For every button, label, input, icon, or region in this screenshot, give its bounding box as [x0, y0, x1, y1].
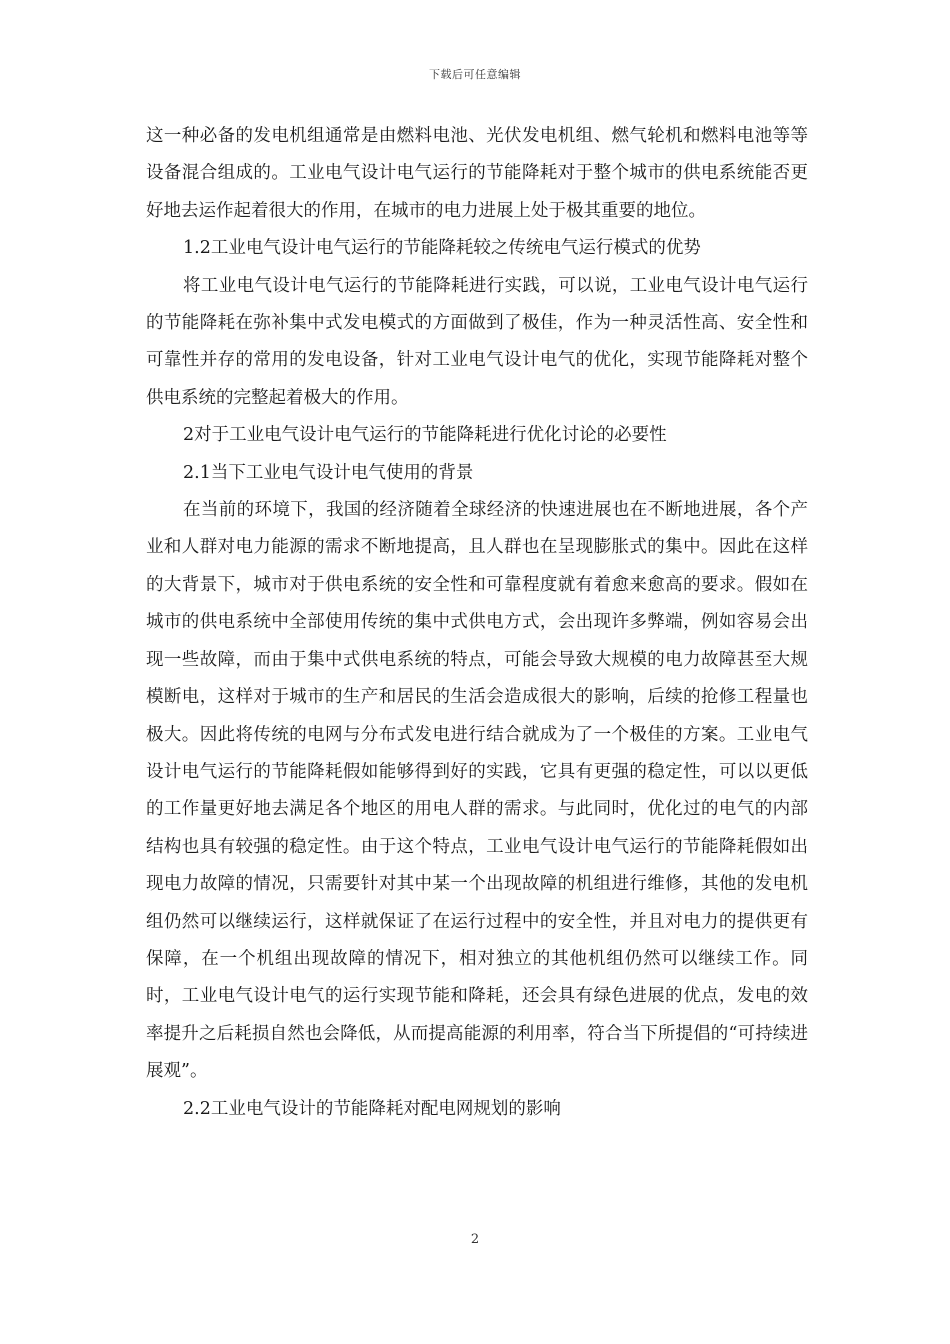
paragraph-intro-continuation: 这一种必备的发电机组通常是由燃料电池、光伏发电机组、燃气轮机和燃料电池等等设备混合组成的。工业电气设计电气运行的节能降耗对于整个城市的供电系统能否更好地去运作起着很大的作用，在城市的电力进展上处于极其重要的地位。 [146, 126, 808, 221]
section-heading-2-2: 2.2工业电气设计的节能降耗对配电网规划的影响 [183, 1098, 561, 1119]
section-heading-1-2: 1.2工业电气设计电气运行的节能降耗较之传统电气运行模式的优势 [183, 238, 701, 259]
paragraph-background: 在当前的环境下，我国的经济随着全球经济的快速进展也在不断地进展，各个产业和人群对电力能源的需求不断地提高，且人群也在呈现膨胀式的集中。因此在这样的大背景下，城市对于供电系统的安全性和可靠程度就有着愈来愈高的要求。假如在城市的供电系统中全部使用传统的集中式供电方式，会出现许多弊端，例如容易会出现一些故障，而由于集中式供电系统的特点，可能会导致大规模的电力故障甚至大规模断电，这样对于城市的生产和居民的生活会造成很大的影响，后续的抢修工程量也极大。因此将传统的电网与分布式发电进行结合就成为了一个极佳的方案。工业电气设计电气运行的节能降耗假如能够得到好的实践，它具有更强的稳定性，可以以更低的工作量更好地去满足各个地区的用电人群的需求。与此同时，优化过的电气的内部结构也具有较强的稳定性。由于这个特点，工业电气设计电气运行的节能降耗假如出现电力故障的情况，只需要针对其中某一个出现故障的机组进行维修，其他的发电机组仍然可以继续运行，这样就保证了在运行过程中的安全性，并且对电力的提供更有保障，在一个机组出现故障的情况下，相对独立的其他机组仍然可以继续工作。同时，工业电气设计电气的运行实现节能和降耗，还会具有绿色进展的优点，发电的效率提升之后耗损自然也会降低，从而提高能源的利用率，符合当下所提倡的“可持续进展观”。 [146, 500, 808, 1082]
section-heading-2: 2对于工业电气设计电气运行的节能降耗进行优化讨论的必要性 [183, 425, 667, 446]
document-body [146, 118, 808, 1128]
page-number: 2 [470, 1232, 480, 1247]
section-heading-2-1: 2.1当下工业电气设计电气使用的背景 [183, 462, 474, 483]
paragraph-advantages: 将工业电气设计电气运行的节能降耗进行实践，可以说，工业电气设计电气运行的节能降耗在弥补集中式发电模式的方面做到了极佳，作为一种灵活性高、安全性和可靠性并存的常用的发电设备，针对工业电气设计电气的优化，实现节能降耗对整个供电系统的完整起着极大的作用。 [146, 275, 808, 408]
page-header: 下载后可任意编辑 [429, 68, 521, 81]
